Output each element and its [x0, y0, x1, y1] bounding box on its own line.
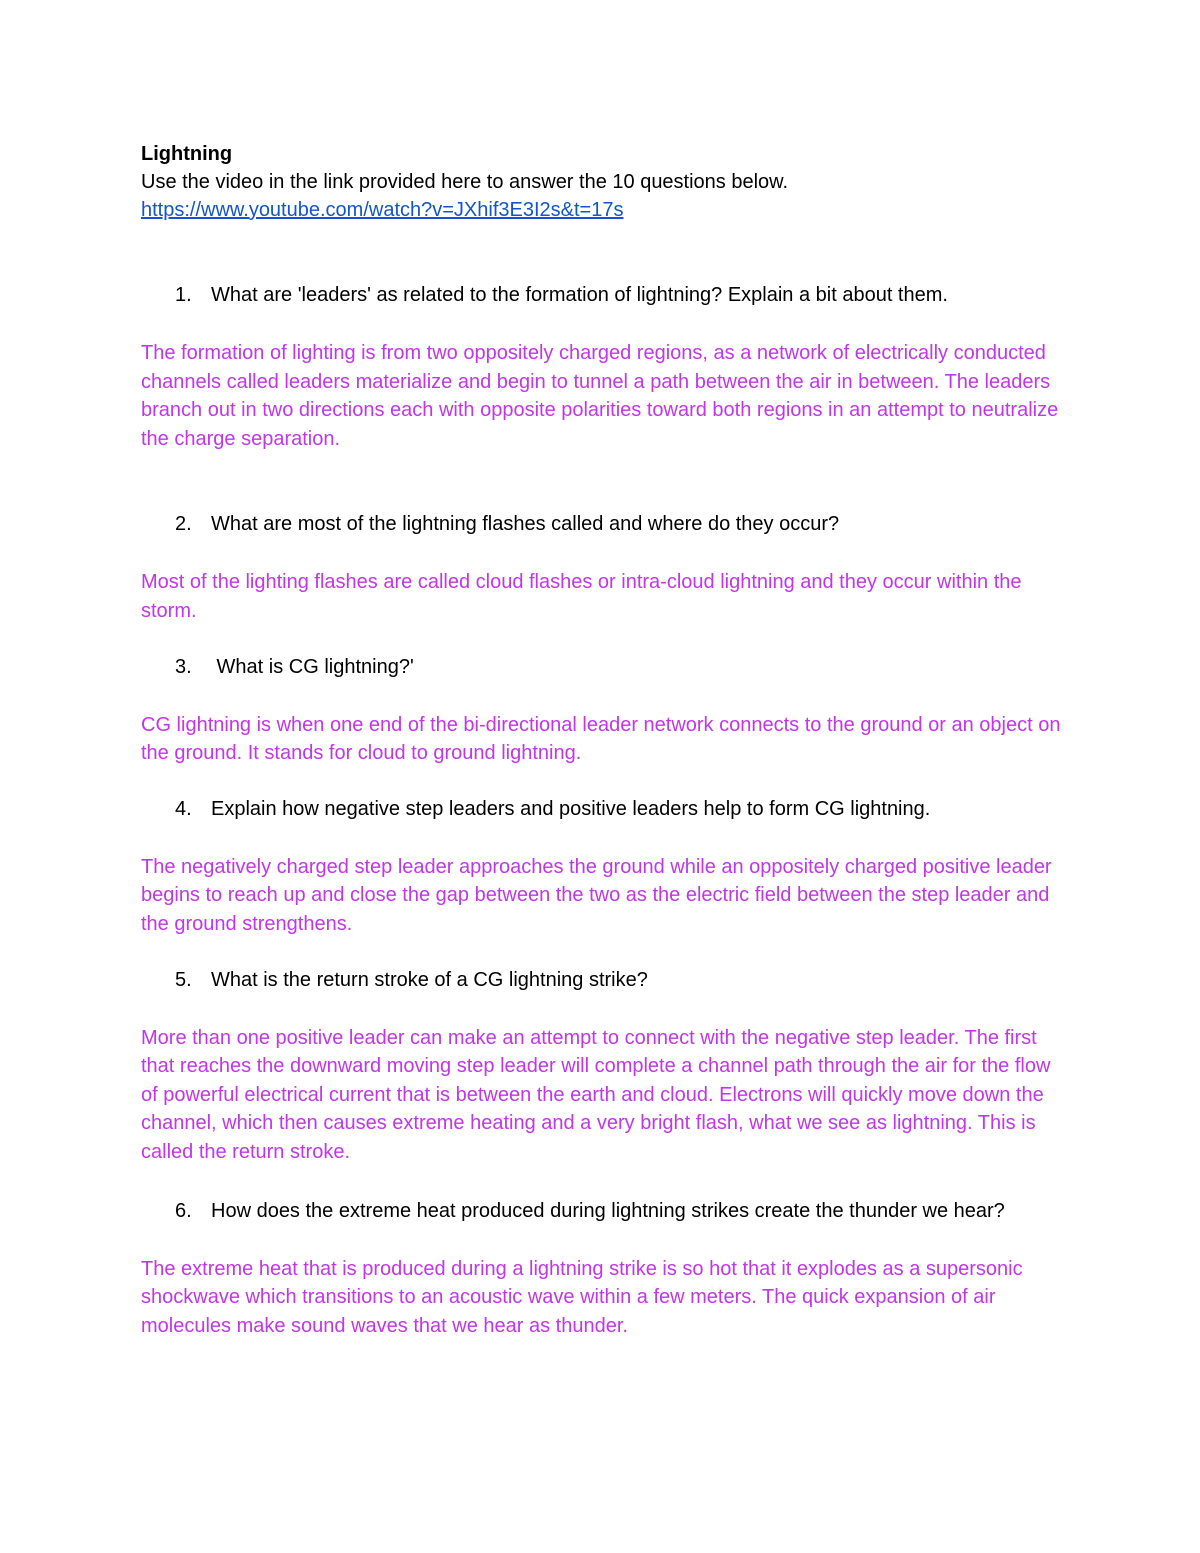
question-3 [141, 653, 1071, 681]
question-text: What is CG lightning?' [211, 655, 414, 678]
question-number: 3. [175, 655, 192, 678]
question-text: Explain how negative step leaders and positive leaders help to form CG lightning. [211, 797, 931, 820]
question-5 [141, 966, 1071, 994]
answer-2: Most of the lighting flashes are called cloud flashes or intra-cloud lightning and they occur within the storm. [141, 571, 1022, 622]
question-2 [141, 510, 1071, 538]
question-1 [141, 281, 1071, 309]
answer-4: The negatively charged step leader approaches the ground while an oppositely charged positive leader begins to reach up and close the gap between the two as the electric field between the step leader and the ground strengthens. [141, 855, 1052, 935]
question-number: 6. [175, 1199, 192, 1222]
answer-6: The extreme heat that is produced during a lightning strike is so hot that it explodes as a supersonic shockwave which transitions to an acoustic wave within a few meters. The quick expansion of air molecules make sound waves that we hear as thunder. [141, 1257, 1023, 1337]
question-4 [141, 795, 1071, 823]
question-text: What are most of the lightning flashes called and where do they occur? [211, 513, 840, 536]
document-title: Lightning [141, 143, 233, 165]
answer-5: More than one positive leader can make an attempt to connect with the negative step leader. The first that reaches the downward moving step leader will complete a channel path through the air for the flow of powerful electrical current that is between the earth and cloud. Electrons will quickly move down the channel, which then causes extreme heating and a very bright flash, what we see as lightning. This is called the return stroke. [141, 1026, 1051, 1163]
question-6 [141, 1197, 1071, 1225]
question-number: 5. [175, 968, 192, 991]
question-text: What is the return stroke of a CG lightning strike? [211, 968, 648, 991]
question-text: How does the extreme heat produced during lightning strikes create the thunder we hear? [211, 1199, 1005, 1222]
question-text: What are 'leaders' as related to the formation of lightning? Explain a bit about them. [211, 284, 948, 306]
question-number: 2. [175, 513, 192, 536]
document-intro: Use the video in the link provided here to answer the 10 questions below. [141, 171, 789, 193]
document-page [141, 140, 1071, 1340]
question-number: 1. [175, 284, 192, 306]
video-link[interactable]: https://www.youtube.com/watch?v=JXhif3E3I2s&t=17s [141, 199, 624, 221]
answer-3: CG lightning is when one end of the bi-directional leader network connects to the ground or an object on the ground. It stands for cloud to ground lightning. [141, 713, 1061, 765]
question-number: 4. [175, 797, 192, 820]
answer-1: The formation of lighting is from two oppositely charged regions, as a network of electrically conducted channels called leaders materialize and begin to tunnel a path between the air in between. The leaders branch out in two directions each with opposite polarities toward both regions in an attempt to neutralize the charge separation. [141, 342, 1059, 450]
